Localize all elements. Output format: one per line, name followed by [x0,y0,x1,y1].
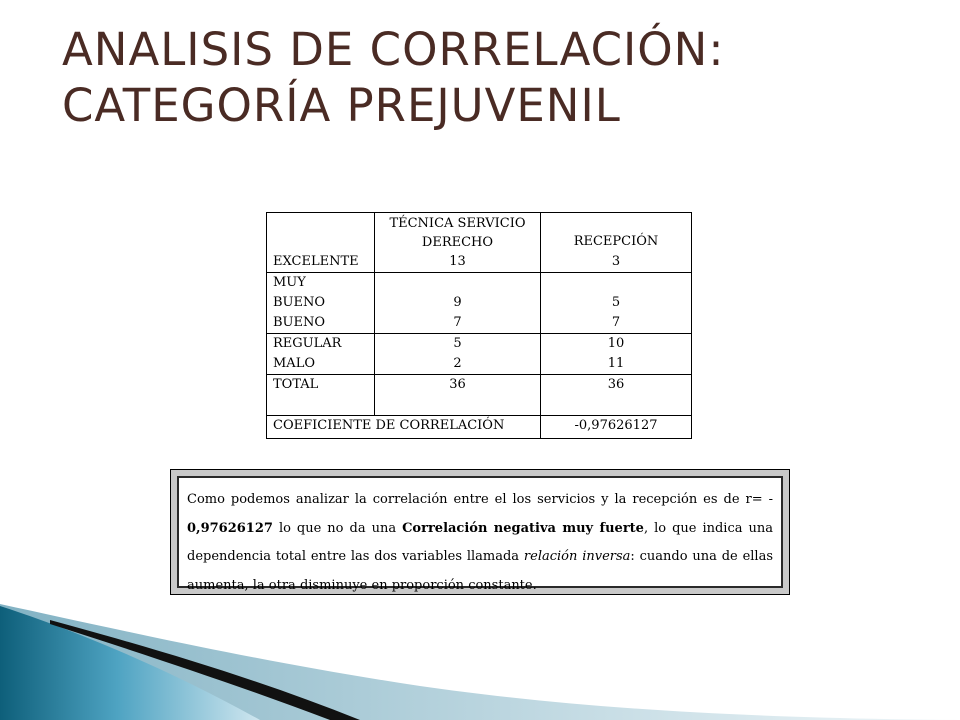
conclusion-text [177,476,783,593]
correlation-table [266,212,692,439]
recepcion-cell [541,273,691,334]
row-label-cell [267,273,375,334]
recepcion-cell [541,375,691,415]
row-label: MALO [273,356,315,371]
conclusion-part: lo que no da una [272,520,403,536]
row-label: EXCELENTE [273,254,359,269]
header-tecnica-line-1: TÉCNICA SERVICIO [389,216,526,231]
recepcion-value: 10 [607,336,625,351]
tecnica-cell [375,334,541,375]
row-label: TOTAL [273,377,319,392]
tecnica-value: 5 [453,336,462,351]
conclusion-part: , lo que indica una dependencia total entre las dos variables llamada [187,520,773,564]
coefficient-label: COEFICIENTE DE CORRELACIÓN [267,416,541,438]
recepcion-header-cell [541,213,691,273]
correlation-emphasis: Correlación negativa muy fuerte [402,520,644,536]
slide-title-line-1: ANALISIS DE CORRELACIÓN: [62,23,725,76]
header-tecnica-line-2: DERECHO [421,235,494,250]
slide-title [62,22,922,134]
tecnica-cell [375,273,541,334]
row-label: BUENO [273,295,326,310]
tecnica-value: 9 [453,295,462,310]
row-label: MUY [273,275,306,290]
tecnica-value: 13 [449,254,466,269]
recepcion-total: 36 [607,377,625,392]
tecnica-value: 7 [453,315,462,330]
coefficient-emphasis: 0,97626127 [187,520,273,536]
recepcion-value: 7 [611,315,621,330]
tecnica-value: 2 [453,356,462,371]
tecnica-cell [375,375,541,415]
recepcion-cell [541,334,691,375]
row-label-cell [267,375,375,415]
recepcion-value: 5 [611,295,621,310]
inverse-relation-emphasis: relación inversa [523,549,631,564]
row-label-cell [267,213,375,273]
decorative-swoosh [0,590,960,720]
tecnica-header-cell [375,213,541,273]
header-recepcion: RECEPCIÓN [573,234,659,249]
conclusion-part: Como podemos analizar la correlación entre el los servicios y la recepción es de r= - [187,492,773,507]
coefficient-value: -0,97626127 [574,418,658,433]
recepcion-value: 11 [607,356,625,371]
conclusion-box [170,469,790,595]
slide-title-line-2: CATEGORÍA PREJUVENIL [62,79,621,132]
recepcion-value: 3 [611,254,621,269]
conclusion-part: : cuando una de ellas aumenta, la otra disminuye en proporción constante. [187,549,773,593]
coefficient-row [267,415,691,438]
row-label: REGULAR [273,336,342,351]
row-label-cell [267,334,375,375]
tecnica-total: 36 [449,377,466,392]
row-label: BUENO [273,315,326,330]
